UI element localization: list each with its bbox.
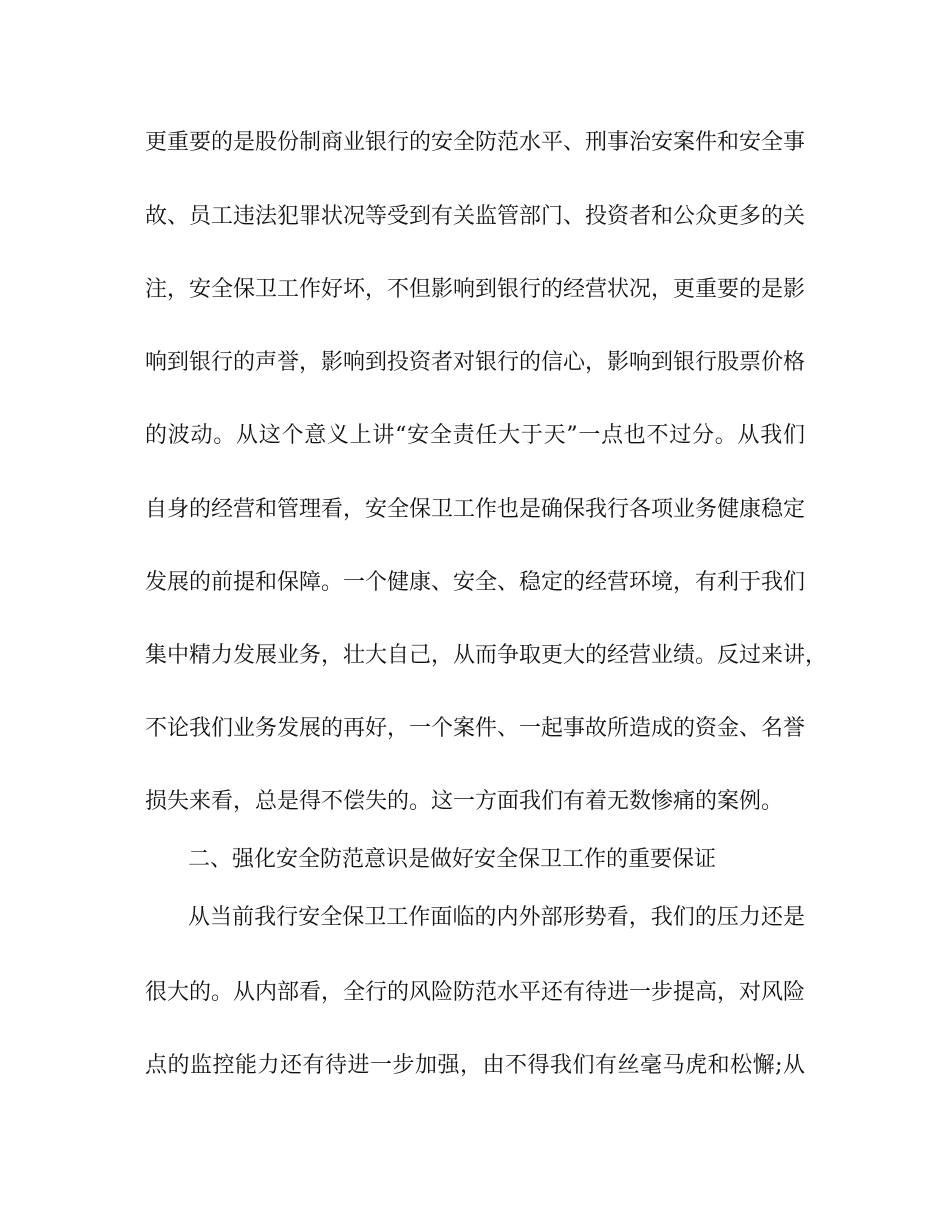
paragraph-line: 更重要的是股份制商业银行的安全防范水平、刑事治安案件和安全事 [145,130,806,155]
paragraph-line: 不论我们业务发展的再好，一个案件、一起事故所造成的资金、名誉 [145,716,806,741]
paragraph-line: 的波动。从这个意义上讲“安全责任大于天”一点也不过分。从我们 [145,423,805,448]
paragraph-line: 损失来看，总是得不偿失的。这一方面我们有着无数惨痛的案例。 [145,789,784,814]
paragraph-line: 从当前我行安全保卫工作面临的内外部形势看，我们的压力还是 [188,905,805,930]
paragraph-line: 很大的。从内部看，全行的风险防范水平还有待进一步提高，对风险 [145,980,806,1005]
paragraph-line: 集中精力发展业务，壮大自己，从而争取更大的经营业绩。反过来讲， [145,643,828,668]
paragraph-line: 发展的前提和保障。一个健康、安全、稳定的经营环境，有利于我们 [145,570,806,595]
paragraph-line: 故、员工违法犯罪状况等受到有关监管部门、投资者和公众更多的关 [145,204,806,229]
paragraph-line: 响到银行的声誉，影响到投资者对银行的信心，影响到银行股票价格 [145,350,806,375]
paragraph-line: 注，安全保卫工作好坏，不但影响到银行的经营状况，更重要的是影 [145,277,806,302]
paragraph-line: 自身的经营和管理看，安全保卫工作也是确保我行各项业务健康稳定 [145,497,806,522]
paragraph-line: 点的监控能力还有待进一步加强，由不得我们有丝毫马虎和松懈;从 [145,1053,805,1078]
section-heading: 二、强化安全防范意识是做好安全保卫工作的重要保证 [188,847,717,872]
